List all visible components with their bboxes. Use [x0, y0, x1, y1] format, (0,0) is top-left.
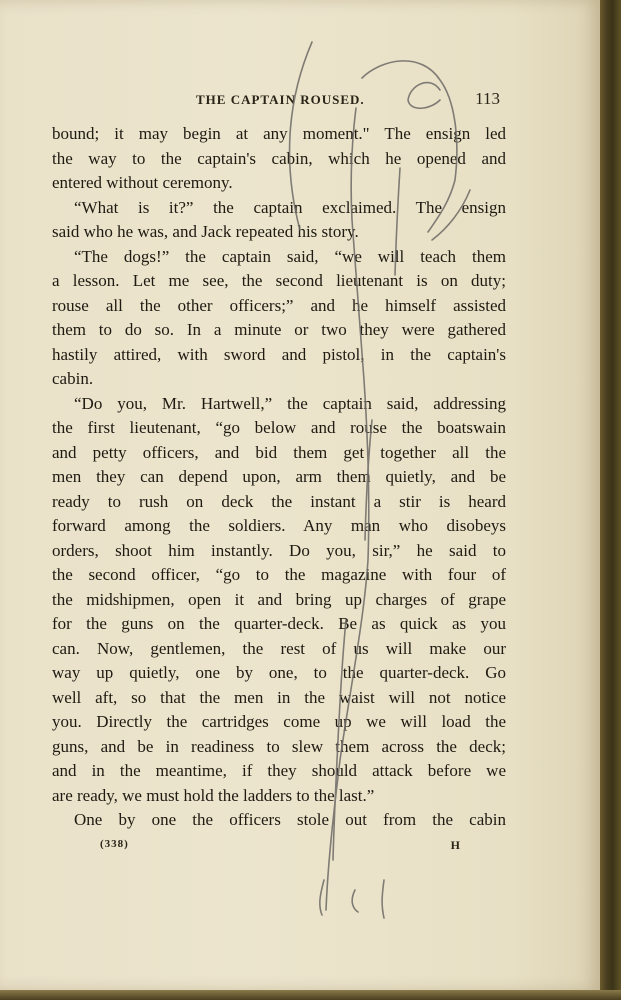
- text-line: entered without ceremony.: [52, 173, 233, 192]
- text-line: ready to rush on deck the instant a stir is heard: [52, 491, 506, 511]
- text-line: said who he was, and Jack repeated his story.: [52, 222, 359, 241]
- text-line: guns, and be in readiness to slew them across the deck;: [52, 736, 506, 756]
- text-line: One by one the officers stole out from the cabin: [74, 810, 506, 829]
- text-line: the midshipmen, open it and bring up charges of grape: [52, 589, 506, 609]
- text-line: and in the meantime, if they should attack before we: [52, 761, 506, 780]
- page-footer: [100, 838, 460, 854]
- text-line: bound; it may begin at any moment." The ensign led: [52, 124, 506, 143]
- text-line: orders, shoot him instantly. Do you, sir,” he said to: [52, 540, 506, 560]
- text-line: forward among the soldiers. Any man who disobeys: [52, 516, 506, 535]
- book-bottom-edge: [0, 990, 621, 1000]
- text-line: a lesson. Let me see, the second lieutenant is on duty;: [52, 271, 506, 290]
- book-edge: [600, 0, 621, 1000]
- text-line: “Do you, Mr. Hartwell,” the captain said, addressing: [74, 393, 506, 413]
- text-line: the first lieutenant, “go below and rouse the boatswain: [52, 418, 506, 437]
- text-line: “The dogs!” the captain said, “we will teach them: [74, 246, 506, 266]
- text-line: rouse all the other officers;” and he himself assisted: [52, 295, 506, 315]
- signature-mark: (338): [100, 838, 129, 850]
- text-line: way up quietly, one by one, to the quarter-deck. Go: [52, 663, 506, 682]
- text-line: them to do so. In a minute or two they were gathered: [52, 320, 506, 339]
- body-text: [52, 122, 506, 833]
- text-line: well aft, so that the men in the waist will not notice: [52, 687, 506, 707]
- page-header: [196, 89, 500, 112]
- running-head: THE CAPTAIN ROUSED.: [196, 92, 365, 107]
- text-line: men they can depend upon, arm them quietly, and be: [52, 467, 506, 486]
- signature-letter: H: [450, 838, 460, 852]
- text-line: “What is it?” the captain exclaimed. The ensign: [74, 197, 506, 217]
- text-line: the way to the captain's cabin, which he opened and: [52, 148, 506, 168]
- text-line: cabin.: [52, 369, 94, 388]
- text-line: you. Directly the cartridges come up we will load the: [52, 712, 506, 731]
- text-line: can. Now, gentlemen, the rest of us will make our: [52, 638, 506, 658]
- text-line: hastily attired, with sword and pistol, in the captain's: [52, 344, 506, 364]
- text-line: and petty officers, and bid them get together all the: [52, 442, 506, 462]
- page-number: 113: [475, 89, 500, 108]
- text-line: the second officer, “go to the magazine with four of: [52, 565, 506, 584]
- text-line: for the guns on the quarter-deck. Be as quick as you: [52, 614, 506, 633]
- text-line: are ready, we must hold the ladders to the last.”: [52, 785, 375, 805]
